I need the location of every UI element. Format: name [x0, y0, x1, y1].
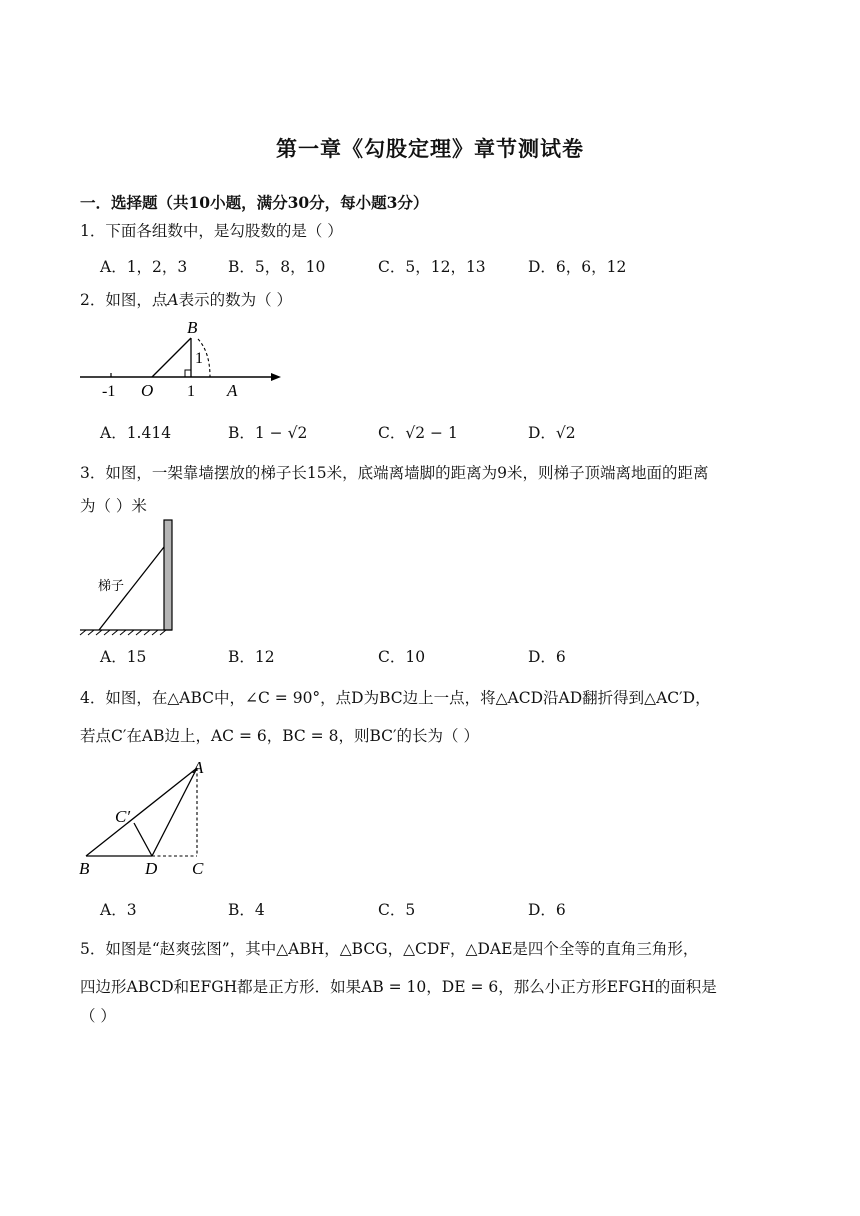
- question-5-stem-line2: 四边形ABCD和EFGH都是正方形．如果AB = 10，DE = 6，那么小正方形EFGH的面积是: [80, 978, 717, 996]
- label-a: A: [193, 758, 204, 777]
- option-d[interactable]: D．√2: [528, 424, 576, 442]
- label-o: O: [141, 381, 154, 400]
- label-one: 1: [187, 383, 195, 400]
- label-c-prime: C′: [115, 807, 131, 826]
- stem-prefix: 2．如图，点: [80, 291, 168, 309]
- option-c[interactable]: C．5，12，13: [378, 258, 486, 276]
- option-d[interactable]: D．6: [528, 648, 566, 666]
- page-title: 第一章《勾股定理》章节测试卷: [276, 136, 584, 161]
- label-c: C: [192, 859, 204, 878]
- triangle-fold-figure: [76, 755, 216, 880]
- label-b: B: [187, 318, 198, 337]
- label-b: B: [79, 859, 90, 878]
- option-c[interactable]: C．√2 − 1: [378, 424, 458, 442]
- option-c[interactable]: C．10: [378, 648, 426, 666]
- option-b[interactable]: B．4: [228, 901, 265, 919]
- question-4-stem-line2: 若点C′在AB边上，AC = 6，BC = 8，则BC′的长为（ ）: [80, 727, 479, 745]
- option-a[interactable]: A．1，2，3: [100, 258, 188, 276]
- label-neg1: -1: [102, 383, 116, 400]
- question-3-stem-line1: 3．如图，一架靠墙摆放的梯子长15米，底端离墙脚的距离为9米，则梯子顶端离地面的距离: [80, 464, 709, 482]
- option-b[interactable]: B．1 − √2: [228, 424, 308, 442]
- option-c[interactable]: C．5: [378, 901, 416, 919]
- question-2-stem: [80, 288, 292, 310]
- question-5-stem-line3: （ ）: [80, 1007, 116, 1025]
- ladder-figure: [78, 518, 180, 636]
- option-d[interactable]: D．6: [528, 901, 566, 919]
- question-4-stem-line1: 4．如图，在△ABC中，∠C = 90°，点D为BC边上一点，将△ACD沿AD翻折得到△AC′D，: [80, 689, 711, 707]
- option-d[interactable]: D．6，6，12: [528, 258, 627, 276]
- option-a[interactable]: A．1.414: [100, 424, 172, 442]
- question-3-stem-line2: 为（ ）米: [80, 497, 147, 515]
- label-one-vertical: 1: [195, 350, 203, 367]
- ladder-label: 梯子: [98, 579, 125, 594]
- question-1-stem: 1．下面各组数中，是勾股数的是（ ）: [80, 222, 343, 240]
- number-line-figure: [78, 316, 288, 402]
- option-a[interactable]: A．15: [100, 648, 147, 666]
- label-a: A: [227, 381, 238, 400]
- option-b[interactable]: B．12: [228, 648, 275, 666]
- stem-suffix: 表示的数为（ ）: [178, 291, 293, 309]
- label-d: D: [145, 859, 158, 878]
- stem-var: A: [167, 291, 179, 309]
- question-5-stem-line1: 5．如图是“赵爽弦图”，其中△ABH，△BCG，△CDF，△DAE是四个全等的直角三角形，: [80, 940, 699, 958]
- section-heading: 一．选择题（共10小题，满分30分，每小题3分）: [80, 193, 429, 212]
- option-b[interactable]: B．5，8，10: [228, 258, 326, 276]
- option-a[interactable]: A．3: [100, 901, 137, 919]
